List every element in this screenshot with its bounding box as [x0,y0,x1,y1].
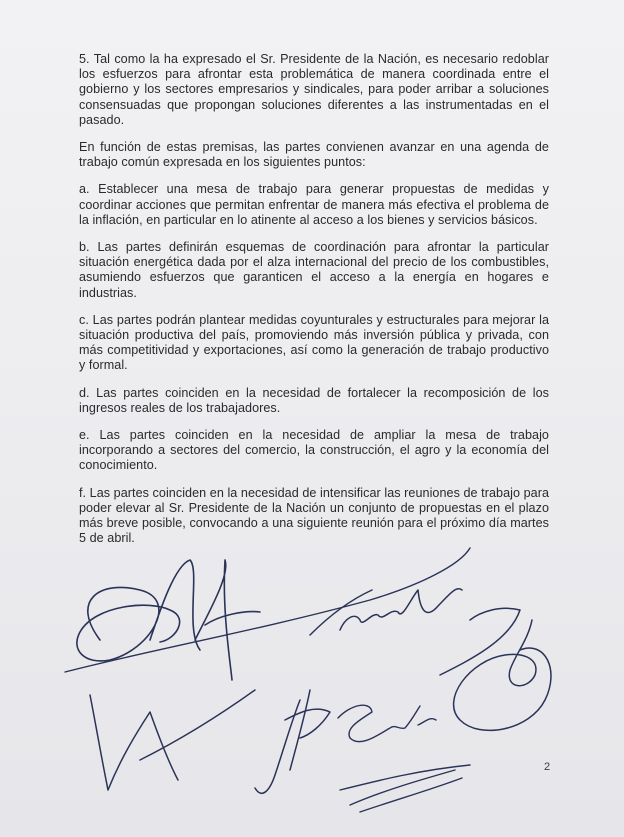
signature-6 [338,705,436,741]
signature-4 [90,690,255,790]
item-c: c. Las partes podrán plantear medidas coyunturales y estructurales para mejorar la situación productiva del país, promoviendo más inversión pública y privada, con más competitividad y exportaciones, así como la generación de trabajo productivo y formal. [79,312,549,373]
paragraph-5: 5. Tal como la ha expresado el Sr. Presidente de la Nación, es necesario redoblar los esfuerzos para afrontar esta problemática de manera coordinada entre el gobierno y los sectores empresarios y sindicales, para poder arribar a soluciones consensuadas que propongan soluciones diferentes a las instrumentadas en el pasado. [79,52,549,127]
signature-5 [255,690,330,793]
signatures [0,540,624,837]
page-number: 2 [544,761,551,773]
item-d: d. Las partes coinciden en la necesidad de fortalecer la recomposición de los ingresos reales de los trabajadores. [79,385,549,415]
document-body [79,52,549,558]
item-f: f. Las partes coinciden en la necesidad de intensificar las reuniones de trabajo para poder elevar al Sr. Presidente de la Nación un conjunto de propuestas en el plazo más breve posible, convocando a una siguiente reunión para el próximo día martes 5 de abril. [79,485,549,546]
signature-2 [310,589,520,675]
item-a: a. Establecer una mesa de trabajo para generar propuestas de medidas y coordinar acciones que permitan enfrentar de manera más efectiva el problema de la inflación, en particular en lo atinente al acceso a los bienes y servicios básicos. [79,182,549,227]
signature-7 [340,765,470,812]
item-e: e. Las partes coinciden en la necesidad de ampliar la mesa de trabajo incorporando a sectores del comercio, la construcción, el agro y la economía del conocimiento. [79,428,549,473]
item-b: b. Las partes definirán esquemas de coordinación para afrontar la particular situación energética dada por el alza internacional del precio de los combustibles, asumiendo esfuerzos que garanticen el acceso a la energía en hogares e industrias. [79,240,549,300]
paragraph-premises: En función de estas premisas, las partes convienen avanzar en una agenda de trabajo común expresada en los siguientes puntos: [79,140,549,170]
